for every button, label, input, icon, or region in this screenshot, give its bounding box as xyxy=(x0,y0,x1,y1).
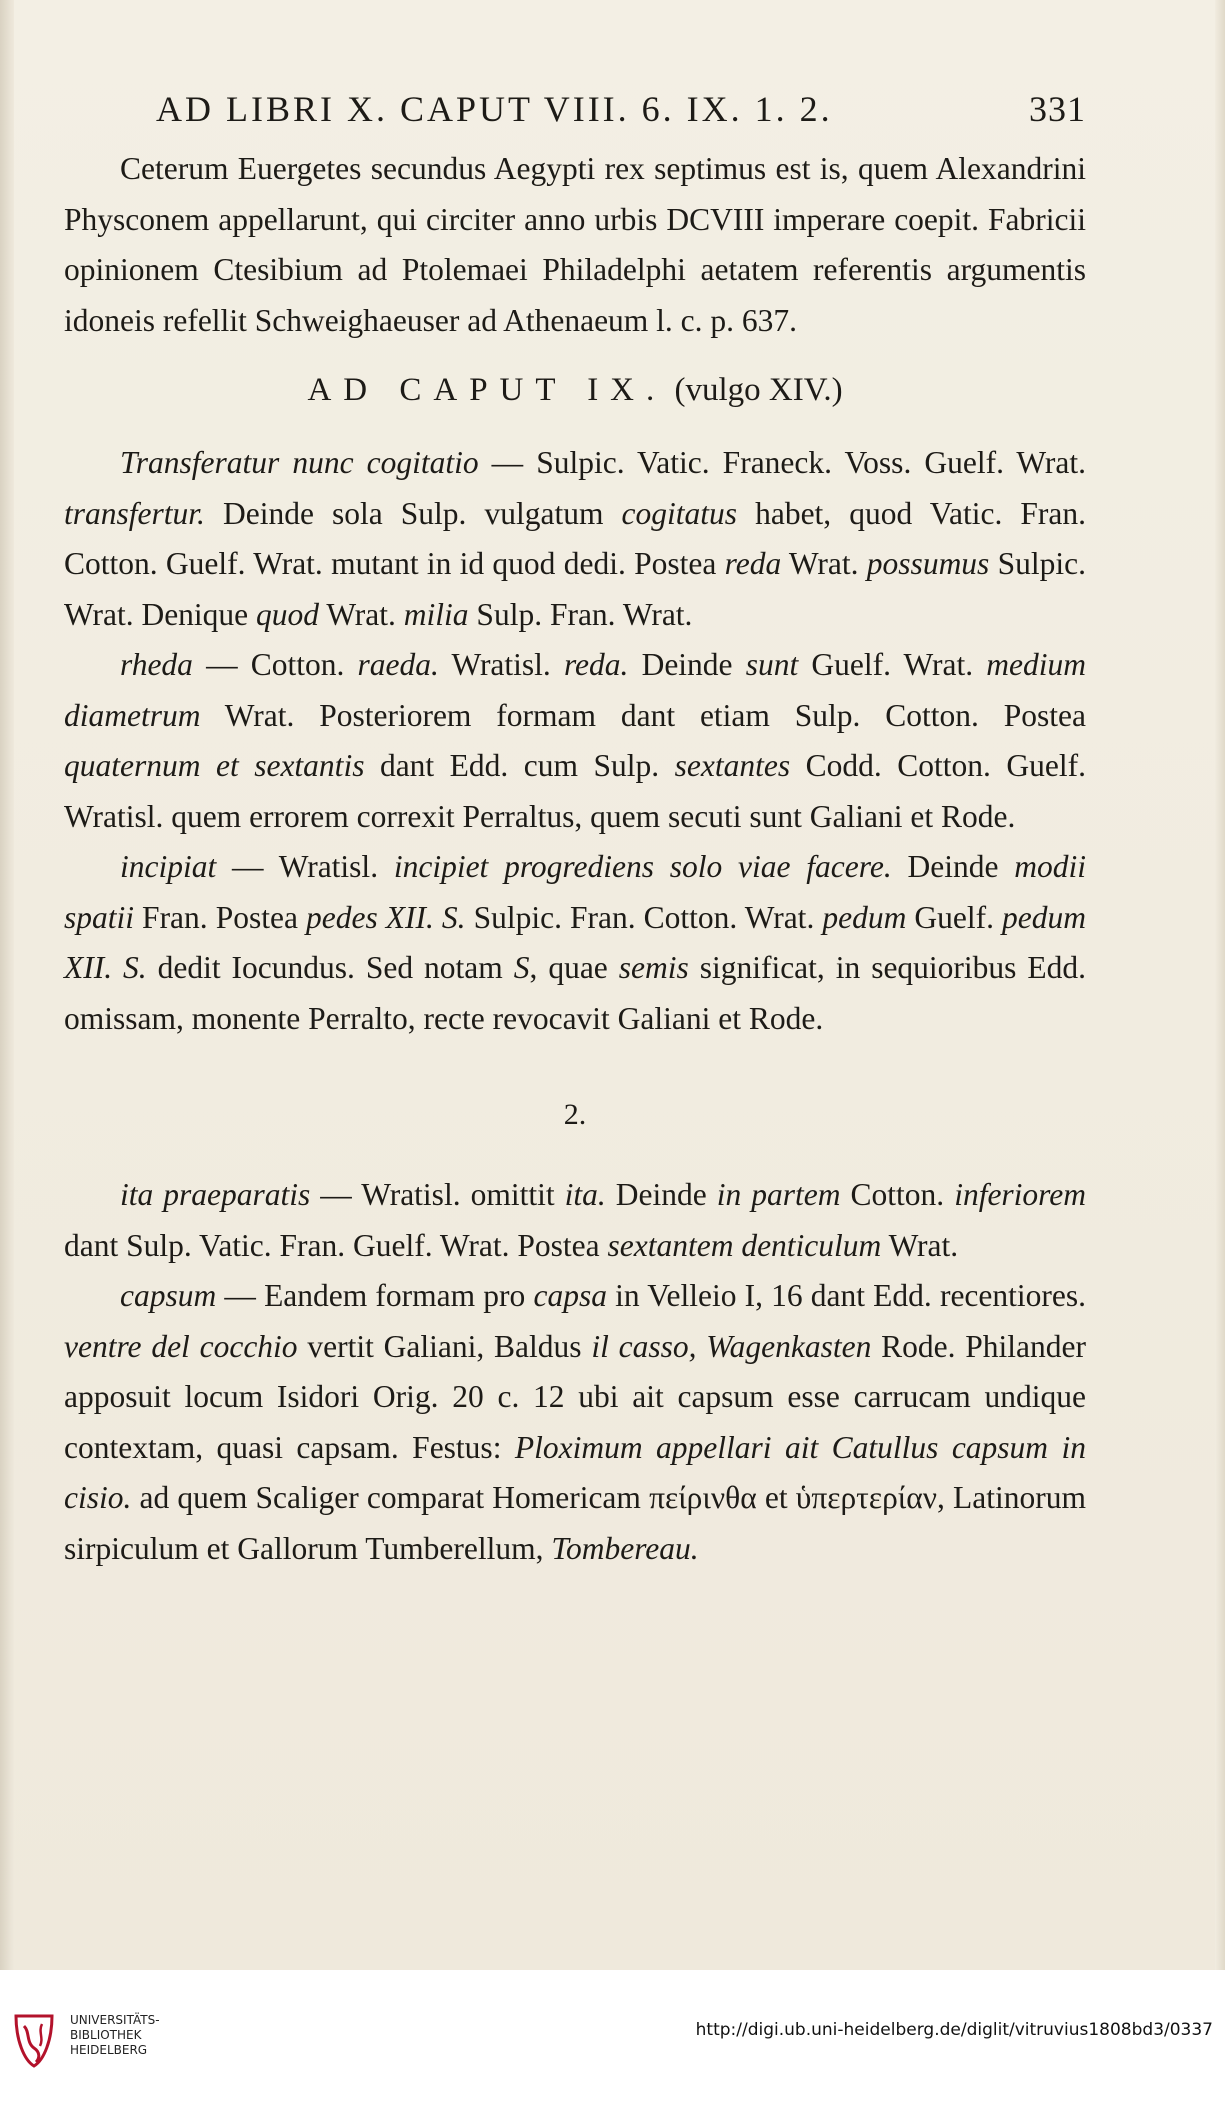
note-text: Wratisl. xyxy=(438,647,564,682)
note-italic: medium diametrum xyxy=(64,647,1086,733)
chapter-heading-main: AD CAPUT IX. xyxy=(307,372,667,408)
note-text: Wrat. xyxy=(881,1227,959,1263)
note-italic: in partem xyxy=(716,1177,841,1212)
note-text: Deinde sola Sulp. vulgatum xyxy=(204,495,622,531)
note-text: dedit Iocundus. Sed notam xyxy=(146,950,514,985)
note-text: Cotton. xyxy=(840,1177,955,1212)
note-italic: il casso, Wagenkasten xyxy=(591,1328,872,1364)
note-italic: raeda. xyxy=(357,647,439,682)
note-italic: Tombereau. xyxy=(551,1530,699,1566)
note-italic: Ploximum appellari ait Catullus capsum in cisio. xyxy=(64,1429,1086,1515)
note-text: — Cotton. xyxy=(192,647,358,682)
note-lemma: rheda xyxy=(120,647,193,682)
note-italic: quod xyxy=(256,596,320,632)
heidelberg-library-logo-icon xyxy=(10,2010,58,2070)
note-text: , quae xyxy=(529,950,619,985)
note-text: Deinde xyxy=(891,849,1015,884)
note-italic: pedes XII. S. xyxy=(306,899,466,935)
note-italic: sextantes xyxy=(674,748,791,783)
note-lemma: ita praeparatis xyxy=(120,1177,311,1212)
note-italic: pedum XII. S. xyxy=(64,899,1086,985)
note-italic: semis xyxy=(618,950,689,985)
intro-paragraph: Ceterum Euergetes secundus Aegypti rex septimus est is, quem Alexandrini Physconem appellarunt, qui circiter anno urbis DCVIII imperare coepit. Fabricii opinionem Ctesibium ad Ptolemaei Philadelphi aetatem referentis argumentis idoneis refellit Schweighaeuser ad Athenaeum l. c. p. 637. xyxy=(64,151,1086,338)
note-text: Guelf. Wrat. xyxy=(798,647,987,682)
note-italic: S xyxy=(513,950,530,985)
note-text: dant Edd. cum Sulp. xyxy=(364,748,675,783)
note-paragraph xyxy=(64,1271,1086,1574)
note-text: — Wratisl. omittit xyxy=(310,1177,565,1212)
note-text: Wrat. xyxy=(781,546,867,581)
library-name-line: HEIDELBERG xyxy=(70,2043,148,2057)
note-text: ad quem Scaliger comparat Homericam πείρινθα et ὑπερτερίαν, Latinorum sirpiculum et Gallorum Tumberellum, xyxy=(64,1480,1086,1566)
viewer-footer xyxy=(0,1970,1225,2113)
note-italic: reda. xyxy=(563,647,629,682)
note-text: — Sulpic. Vatic. Franeck. Voss. Guelf. Wrat. xyxy=(478,445,1086,480)
note-text: — Wratisl. xyxy=(216,849,394,884)
note-paragraph xyxy=(64,842,1086,1044)
note-text: Wrat. xyxy=(319,596,404,632)
note-lemma: Transferatur nunc cogitatio xyxy=(120,445,479,480)
note-italic: sextantem denticulum xyxy=(607,1227,882,1263)
note-text: Rode. Philander apposuit locum Isidori Orig. 20 c. 12 ubi ait capsum esse carrucam undique contextam, quasi capsam. Festus: xyxy=(64,1328,1087,1465)
chapter-heading-sub: (vulgo XIV.) xyxy=(674,372,843,408)
note-text: Fran. Postea xyxy=(134,899,306,935)
note-text: Wrat. Posteriorem formam dant etiam Sulp. Cotton. Postea xyxy=(200,697,1086,733)
running-title: AD LIBRI X. CAPUT VIII. 6. IX. 1. 2. xyxy=(156,89,833,129)
note-text: Guelf. xyxy=(906,899,1003,935)
note-text: — Eandem formam pro xyxy=(216,1278,534,1313)
note-italic: reda xyxy=(724,546,782,581)
page-content xyxy=(64,88,1086,1574)
library-name xyxy=(70,2013,160,2058)
library-name-line: UNIVERSITÄTS- xyxy=(70,2013,160,2027)
note-text: Deinde xyxy=(605,1177,717,1212)
section-number: 2. xyxy=(563,1098,587,1131)
note-italic: cogitatus xyxy=(621,495,738,531)
note-italic: possumus xyxy=(866,546,990,581)
note-italic: milia xyxy=(403,596,469,632)
note-italic: sunt xyxy=(745,647,799,682)
note-text: significat, in sequioribus Edd. omissam, monente Perralto, recte revocavit Galiani et Rode. xyxy=(64,950,1086,1036)
note-text: Codd. Cotton. Guelf. Wratisl. quem errorem correxit Perraltus, quem secuti sunt Galiani et Rode. xyxy=(64,748,1086,834)
note-paragraph xyxy=(64,640,1086,842)
note-italic: ita. xyxy=(564,1177,606,1212)
chapter-heading xyxy=(64,360,1086,420)
note-italic: inferiorem xyxy=(954,1177,1087,1212)
note-text: Sulpic. Fran. Cotton. Wrat. xyxy=(465,899,823,935)
note-text: Deinde xyxy=(628,647,746,682)
note-lemma: incipiat xyxy=(120,849,217,884)
note-lemma: capsum xyxy=(120,1278,217,1313)
note-text: dant Sulp. Vatic. Fran. Guelf. Wrat. Postea xyxy=(64,1227,608,1263)
note-text: Sulp. Fran. Wrat. xyxy=(468,596,693,632)
note-italic: incipiet progrediens solo viae facere. xyxy=(393,849,892,884)
note-text: in Velleio I, 16 dant Edd. recentiores. xyxy=(606,1278,1086,1313)
note-text: Sulpic. Wrat. Denique xyxy=(64,546,1086,632)
note-italic: transfertur. xyxy=(64,495,205,531)
note-italic: capsa xyxy=(533,1278,607,1313)
library-name-line: BIBLIOTHEK xyxy=(70,2028,142,2042)
source-url-link[interactable]: http://digi.ub.uni-heidelberg.de/diglit/vitruvius1808bd3/0337 xyxy=(695,2020,1213,2040)
page-number: 331 xyxy=(1029,89,1086,129)
running-header xyxy=(156,88,1086,144)
note-paragraph xyxy=(64,438,1086,640)
note-italic: quaternum et sextantis xyxy=(64,748,365,783)
note-italic: modii spatii xyxy=(64,849,1086,935)
note-text: vertit Galiani, Baldus xyxy=(297,1328,592,1364)
note-text: habet, quod Vatic. Fran. Cotton. Guelf. Wrat. mutant in id quod dedi. Postea xyxy=(64,495,1086,581)
note-italic: pedum xyxy=(822,899,907,935)
note-paragraph xyxy=(64,1170,1086,1271)
note-italic: ventre del cocchio xyxy=(64,1328,298,1364)
